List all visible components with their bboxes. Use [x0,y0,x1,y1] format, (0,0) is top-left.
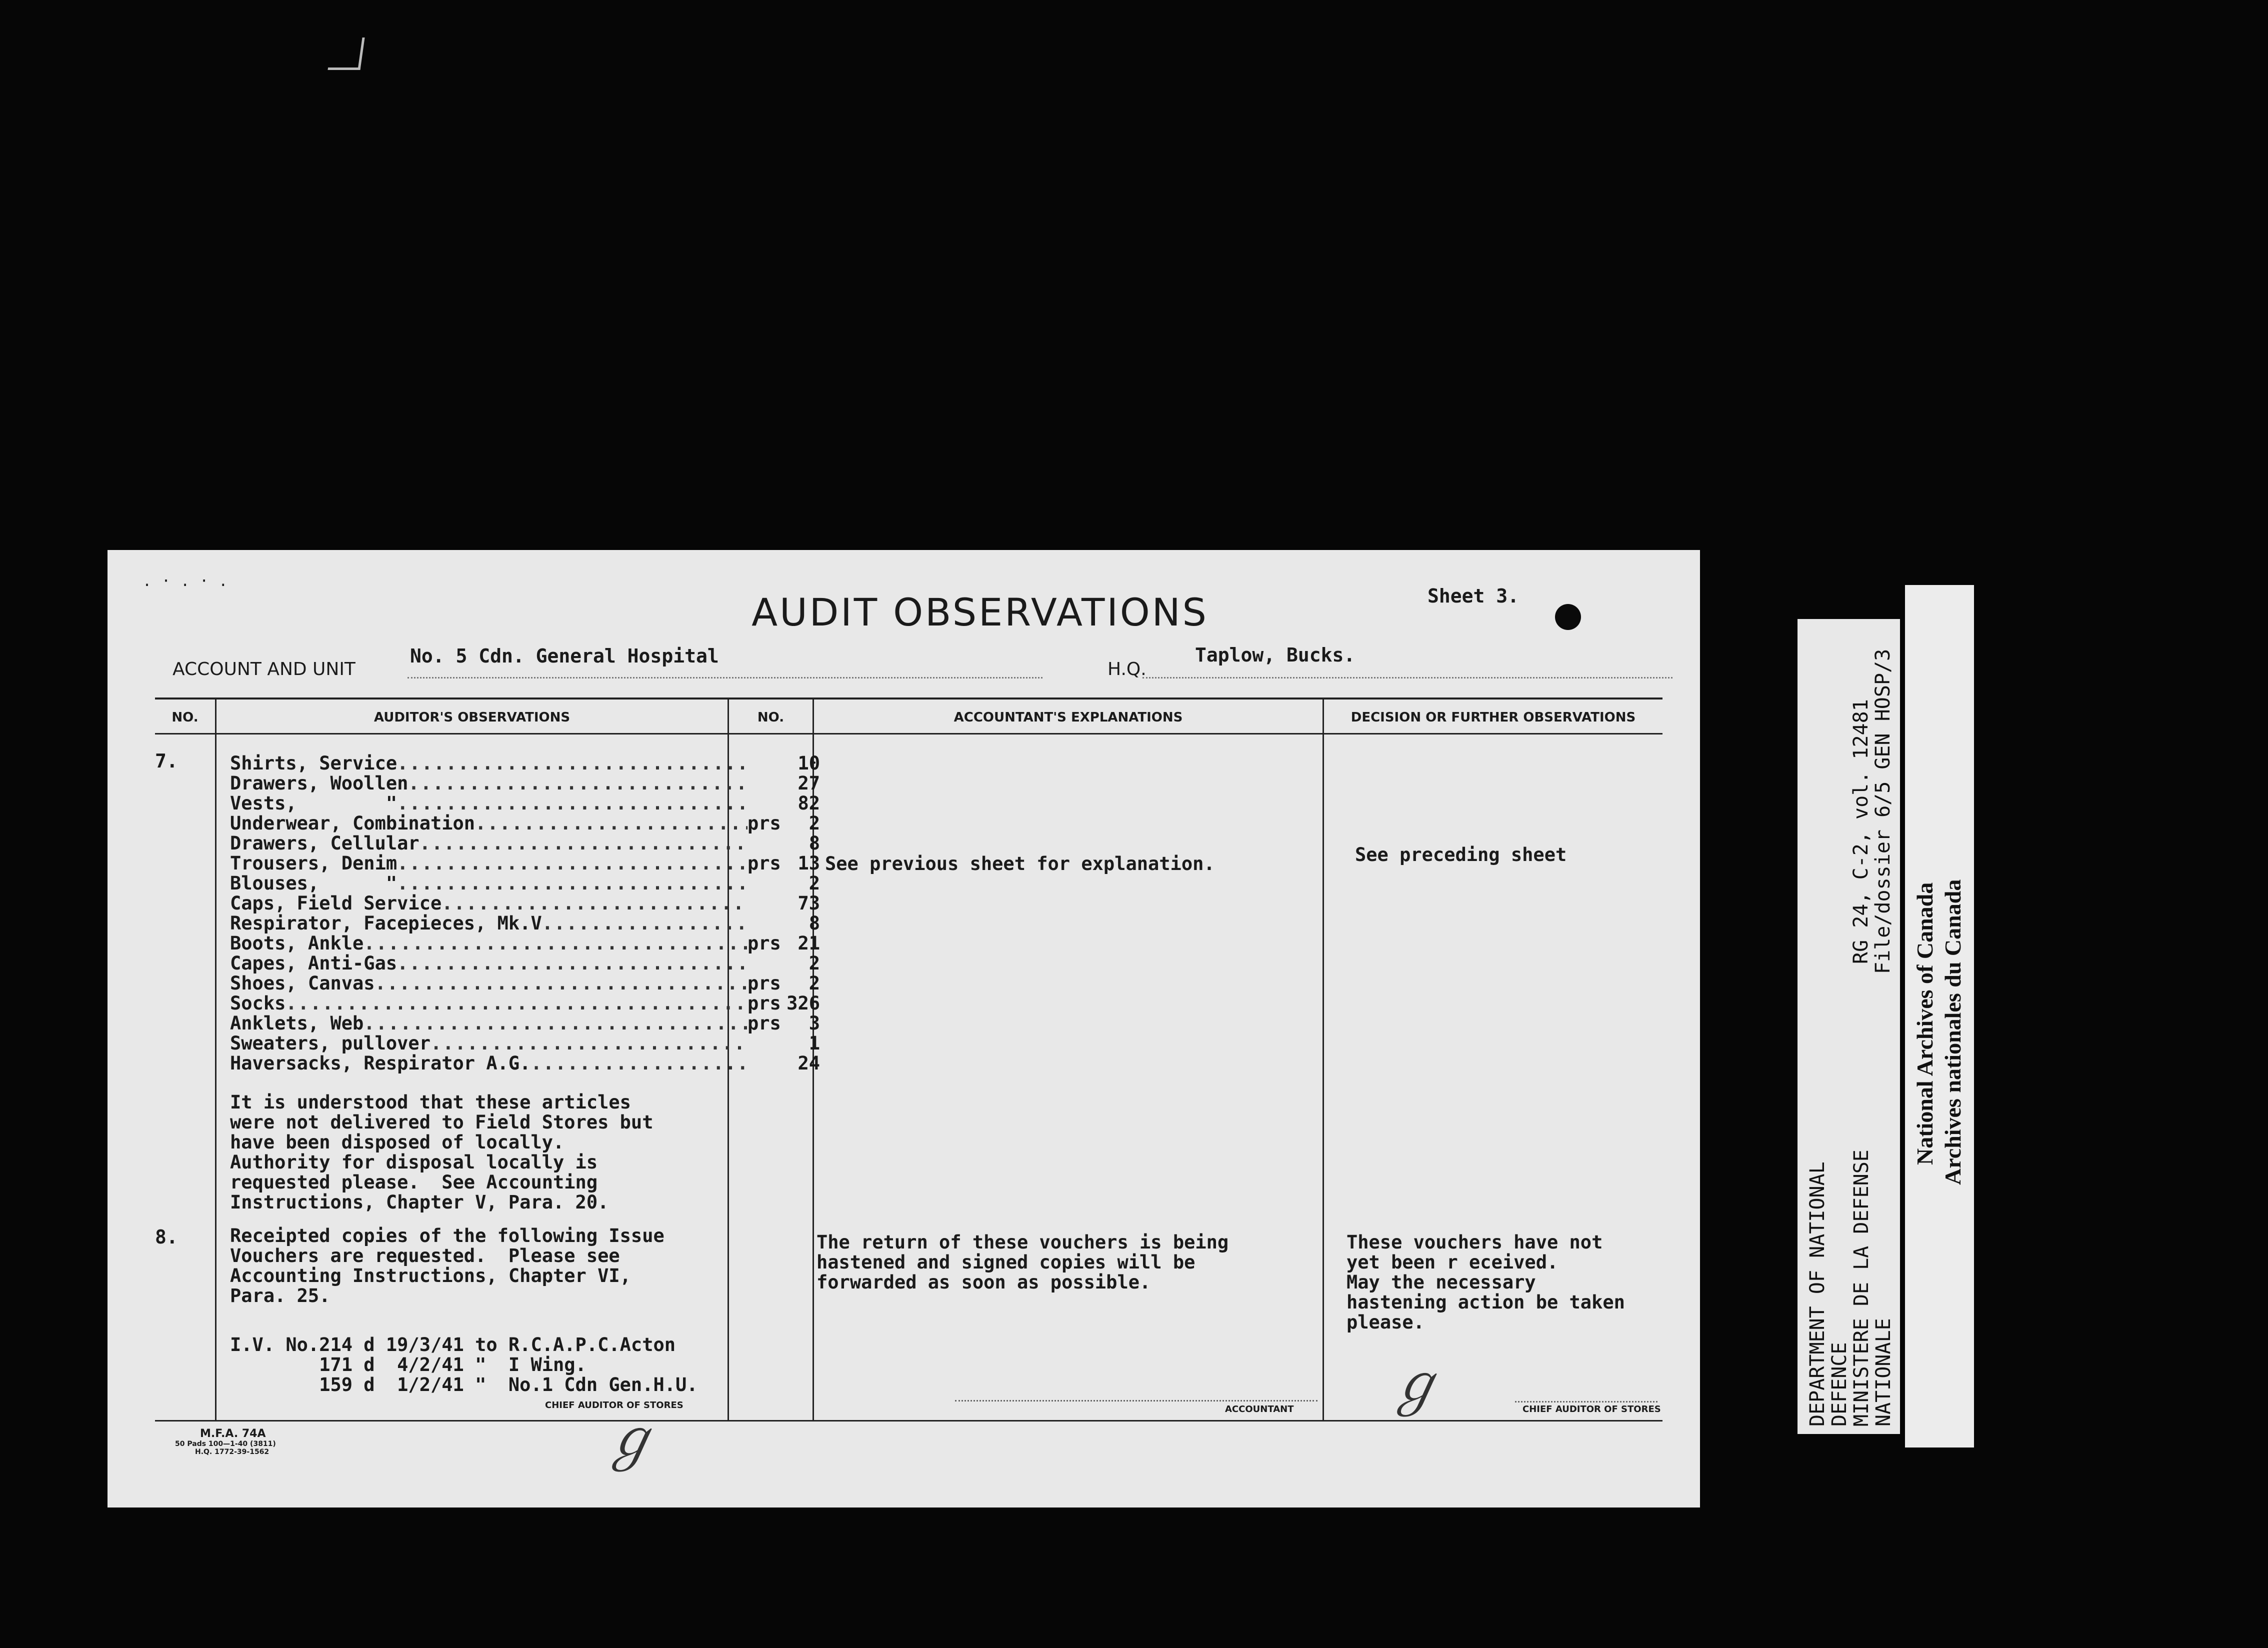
leader-dots [375,972,748,994]
stores-item [230,752,820,772]
leader-dots [397,872,748,894]
item-qty: 82 [798,792,820,814]
item-name: Vests, " [230,792,398,814]
accountant-signature-line [955,1400,1318,1402]
archives-name-en: National Archives of Canada [1912,882,1938,1165]
archives-name-fr: Archives nationales du Canada [1940,879,1966,1185]
leader-dots [475,812,748,834]
paper-specks: .·.·. [142,572,238,590]
item-qty: 2 [808,952,820,974]
stores-item [230,872,820,892]
hq-label: H.Q. [1108,659,1146,680]
item-qty: 3 [808,1012,820,1034]
observation-7-explanation: See previous sheet for explanation. [825,853,1215,874]
stores-item [230,852,820,872]
item-name: Blouses, " [230,872,398,894]
item-name: Respirator, Facepieces, Mk.V [230,912,542,934]
accountant-label: ACCOUNTANT [1225,1404,1294,1414]
stores-item [230,1012,820,1032]
column-divider-4 [1322,698,1324,1420]
item-qty: 10 [798,752,820,774]
item-unit: prs [748,932,781,954]
decision-initial: ℊ [1388,1352,1442,1416]
stores-item [230,912,820,932]
archive-reference-slip [1798,619,1900,1434]
item-qty: 8 [808,912,820,934]
item-unit: prs [748,812,781,834]
department-line-4: NATIONALE [1872,1318,1895,1426]
account-value: No. 5 Cdn. General Hospital [410,645,719,667]
audit-observations-sheet [108,550,1700,1508]
leader-dots [286,992,748,1014]
account-label: ACCOUNT AND UNIT [172,659,356,680]
hq-dotted-line [1142,677,1672,678]
item-qty: 8 [808,832,820,854]
leader-dots [364,932,748,954]
item-unit: prs [748,972,781,994]
column-header-no: NO. [172,710,198,725]
item-name: Haversacks, Respirator A.G. [230,1052,531,1074]
leader-dots [397,792,748,814]
leader-dots [430,1032,748,1054]
column-divider-1 [215,698,216,1420]
column-header-no-2: NO. [757,710,784,725]
item-qty: 2 [808,872,820,894]
item-qty: 326 [786,992,820,1014]
form-reference [175,1428,276,1456]
item-name: Trousers, Denim [230,852,398,874]
item-qty: 27 [798,772,820,794]
item-name: Underwear, Combination [230,812,476,834]
stores-item [230,812,820,832]
item-name: Shirts, Service [230,752,398,774]
auditor-initial: ℊ [602,1407,658,1471]
item-name: Anklets, Web [230,1012,364,1034]
table-top-rule [155,698,1662,700]
account-dotted-line [408,677,1042,678]
stores-item [230,792,820,812]
stores-item [230,772,820,792]
chief-auditor-label: CHIEF AUDITOR OF STORES [545,1400,684,1410]
item-qty: 21 [798,932,820,954]
leader-dots [364,1012,748,1034]
archives-name-block [1911,880,1967,1185]
leader-dots [397,752,748,774]
leader-dots [408,772,748,794]
item-name: Capes, Anti-Gas [230,952,398,974]
item-name: Caps, Field Service [230,892,442,914]
observation-number-8: 8. [155,1226,178,1248]
column-header-auditor: AUDITOR'S OBSERVATIONS [374,710,570,725]
form-number: M.F.A. 74A [200,1428,266,1440]
reference-block [1850,648,1894,974]
stores-item [230,892,820,912]
stores-item [230,1032,820,1052]
department-line-2: DEFENCE [1828,1342,1851,1426]
item-qty: 1 [808,1032,820,1054]
leader-dots [397,952,748,974]
observation-7-note: It is understood that these articles were not delivered to Field Stores but have been disposed of locally. Authority for disposal locally is requested please. See Accounting Instructions, Chapter V, Para. 20. [230,1092,654,1213]
leader-dots [420,832,748,854]
file-dossier-ref: File/dossier 6/5 GEN HOSP/3 [1872,648,1894,974]
item-qty: 24 [798,1052,820,1074]
stores-item [230,832,820,852]
stores-item [230,972,820,992]
item-unit: prs [748,992,781,1014]
item-name: Shoes, Canvas [230,972,375,994]
stores-item [230,992,820,1012]
observation-number-7: 7. [155,750,178,772]
leader-dots [442,892,748,914]
department-block [1806,1150,1894,1426]
record-group-ref: RG 24, C-2, vol. 12481 [1850,699,1872,964]
stores-item [230,1052,820,1072]
item-name: Socks [230,992,286,1014]
form-print-run: 50 Pads 100—1-40 (3811) [175,1440,276,1448]
observation-7-decision: See preceding sheet [1355,844,1567,866]
issue-voucher-list: I.V. No.214 d 19/3/41 to R.C.A.P.C.Acton 171 d 4/2/41 " I Wing. 159 d 1/2/41 " No.1 Cdn Gen.H.U. [230,1334,698,1396]
item-name: Drawers, Woollen [230,772,408,794]
chief-auditor-signature-line [1515,1401,1658,1402]
chief-auditor-label-right: CHIEF AUDITOR OF STORES [1522,1404,1661,1414]
hq-value: Taplow, Bucks. [1195,644,1356,666]
column-header-accountant: ACCOUNTANT'S EXPLANATIONS [954,710,1183,725]
item-unit: prs [748,1012,781,1034]
observation-8-text: Receipted copies of the following Issue Vouchers are requested. Please see Accounting Instructions, Chapter VI, Para. 25. [230,1225,664,1306]
table-bottom-rule [155,1420,1662,1422]
leader-dots [397,852,748,874]
stores-item-list [230,752,820,1072]
item-qty: 2 [808,972,820,994]
department-line-3: MINISTERE DE LA DEFENSE [1850,1150,1873,1426]
stores-item [230,932,820,952]
document-title: AUDIT OBSERVATIONS [752,590,1208,634]
item-qty: 73 [798,892,820,914]
item-qty: 2 [808,812,820,834]
column-header-decision: DECISION OR FURTHER OBSERVATIONS [1350,710,1636,725]
punch-hole [1555,604,1581,630]
item-name: Sweaters, pullover [230,1032,430,1054]
item-qty: 13 [798,852,820,874]
leader-dots [530,1052,748,1074]
sheet-number: Sheet 3. [1428,585,1520,607]
item-unit: prs [748,852,781,874]
corner-scan-mark [328,38,364,70]
observation-8-decision: These vouchers have not yet been r eceived. May the necessary hastening action be taken please. [1346,1232,1625,1333]
item-name: Drawers, Cellular [230,832,420,854]
form-hq-ref: H.Q. 1772-39-1562 [195,1448,270,1456]
leader-dots [542,912,748,934]
department-line-1: DEPARTMENT OF NATIONAL [1806,1162,1829,1426]
item-name: Boots, Ankle [230,932,364,954]
archives-label-slip [1905,585,1974,1448]
observation-8-explanation: The return of these vouchers is being hastened and signed copies will be forwarded as soon as possible. [816,1232,1229,1293]
stores-item [230,952,820,972]
header-bottom-rule [155,733,1662,734]
